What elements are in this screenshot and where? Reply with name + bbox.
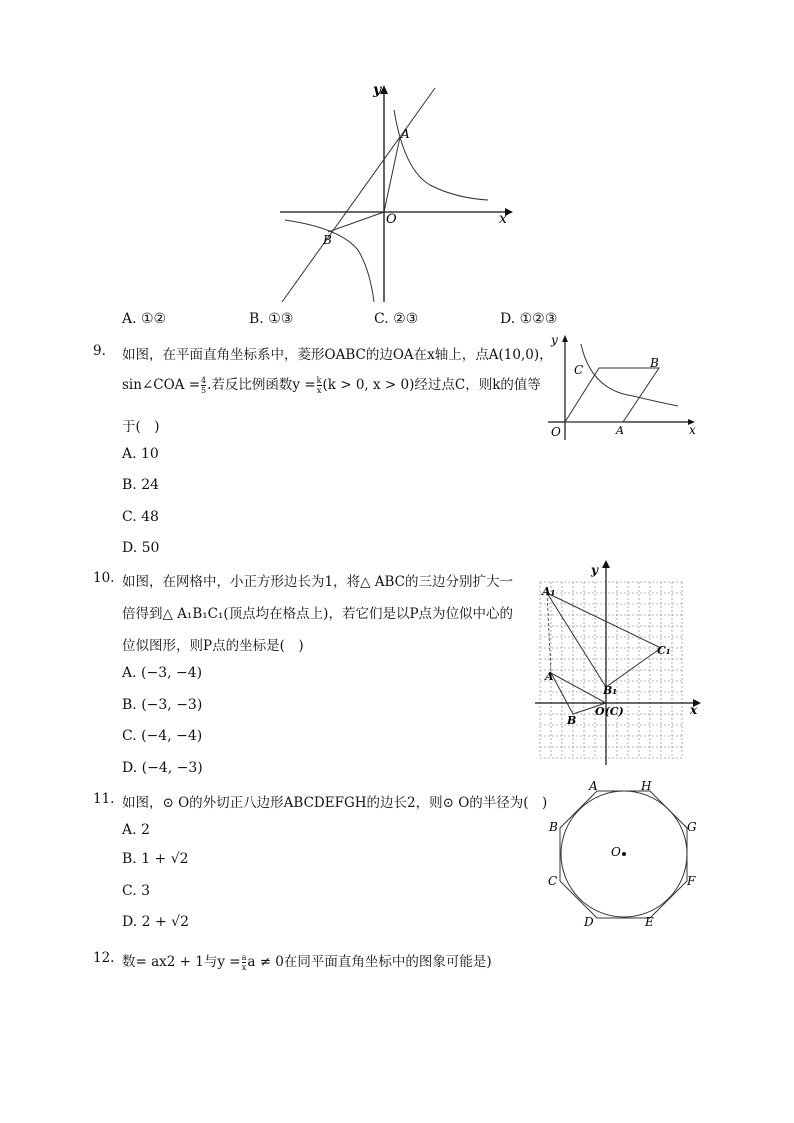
- label-B: B: [650, 356, 659, 370]
- label-B: B: [549, 820, 558, 834]
- q8-option-a[interactable]: A. ①②: [122, 311, 167, 327]
- q9-figure: [543, 330, 703, 445]
- hyperbola: [581, 344, 678, 406]
- q10-line3: 位似图形，则P点的坐标是( ): [122, 638, 304, 654]
- q8-option-d[interactable]: D. ①②③: [500, 311, 558, 327]
- q11-option-b[interactable]: B. 1 + √2: [122, 851, 189, 867]
- label-A1: A₁: [542, 585, 556, 598]
- label-A: A: [401, 127, 410, 141]
- label-x: x: [499, 211, 507, 227]
- label-O: O: [386, 212, 397, 227]
- label-A: A: [589, 779, 598, 793]
- label-B: B: [567, 714, 577, 727]
- q8-option-c[interactable]: C. ②③: [374, 311, 419, 327]
- q9-line1: 如图，在平面直角坐标系中，菱形OABC的边OA在x轴上，点A(10,0)，: [122, 347, 553, 363]
- label-B: B: [323, 233, 332, 247]
- q9-option-d[interactable]: D. 50: [122, 540, 160, 556]
- triangle-a1b1c1: [547, 593, 661, 687]
- q10-option-a[interactable]: A. (−3, −4): [122, 665, 203, 681]
- hyperbola-branch-1: [394, 110, 488, 200]
- q11-option-a[interactable]: A. 2: [122, 822, 150, 838]
- q10-line1: 如图，在网格中，小正方形边长为1，将△ ABC的三边分别扩大一: [122, 574, 514, 590]
- label-y: y: [373, 82, 382, 98]
- label-D: D: [584, 915, 594, 929]
- label-F: F: [687, 874, 696, 888]
- q11-line1: 如图，⊙ O的外切正八边形ABCDEFGH的边长2，则⊙ O的半径为( ): [122, 795, 548, 811]
- label-C1: C₁: [657, 644, 671, 657]
- label-A: A: [616, 424, 624, 437]
- label-G: G: [687, 820, 697, 834]
- label-OC: O(C): [595, 705, 624, 718]
- q10-option-d[interactable]: D. (−4, −3): [122, 760, 203, 776]
- label-E: E: [645, 915, 654, 929]
- line-ab: [282, 88, 435, 302]
- q9-line2: sin∠COA = $\frac{4}{5}$ .若反比例函数y = $\frac{k}{x}$ (k > 0, x > 0)经过点C，则k的值等: [122, 376, 541, 395]
- q11-option-d[interactable]: D. 2 + √2: [122, 914, 189, 930]
- label-B1: B₁: [603, 684, 618, 697]
- label-y: y: [551, 333, 558, 347]
- label-y: y: [591, 563, 598, 577]
- q10-line2: 倍得到△ A₁B₁C₁(顶点均在格点上)，若它们是以P点为位似中心的: [122, 606, 514, 622]
- q9-line3: 于( ): [122, 419, 160, 435]
- label-C: C: [548, 874, 558, 888]
- q9-option-b[interactable]: B. 24: [122, 477, 160, 493]
- q12-line1: 数= ax2 + 1与y = $\frac{a}{x}$ a ≠ 0在同平面直角坐标中的图象可能是): [122, 953, 492, 972]
- label-O: O: [611, 845, 621, 859]
- q10-option-b[interactable]: B. (−3, −3): [122, 697, 203, 713]
- q10-number: 10.: [93, 570, 115, 586]
- q11-option-c[interactable]: C. 3: [122, 883, 151, 899]
- q8-option-b[interactable]: B. ①③: [249, 311, 294, 327]
- q12-number: 12.: [93, 950, 115, 966]
- label-C: C: [574, 363, 584, 377]
- q9-option-a[interactable]: A. 10: [122, 446, 159, 462]
- q11-octagon-figure: [540, 778, 705, 933]
- q10-option-c[interactable]: C. (−4, −4): [122, 728, 203, 744]
- q9-number: 9.: [93, 343, 106, 359]
- label-H: H: [641, 779, 652, 793]
- label-O: O: [551, 425, 561, 439]
- label-x: x: [689, 423, 696, 437]
- label-x: x: [690, 703, 698, 717]
- q10-grid-figure: [535, 560, 705, 765]
- q9-option-c[interactable]: C. 48: [122, 509, 159, 525]
- q8-graph: [270, 80, 520, 305]
- label-A: A: [545, 670, 554, 683]
- q11-number: 11.: [93, 791, 115, 807]
